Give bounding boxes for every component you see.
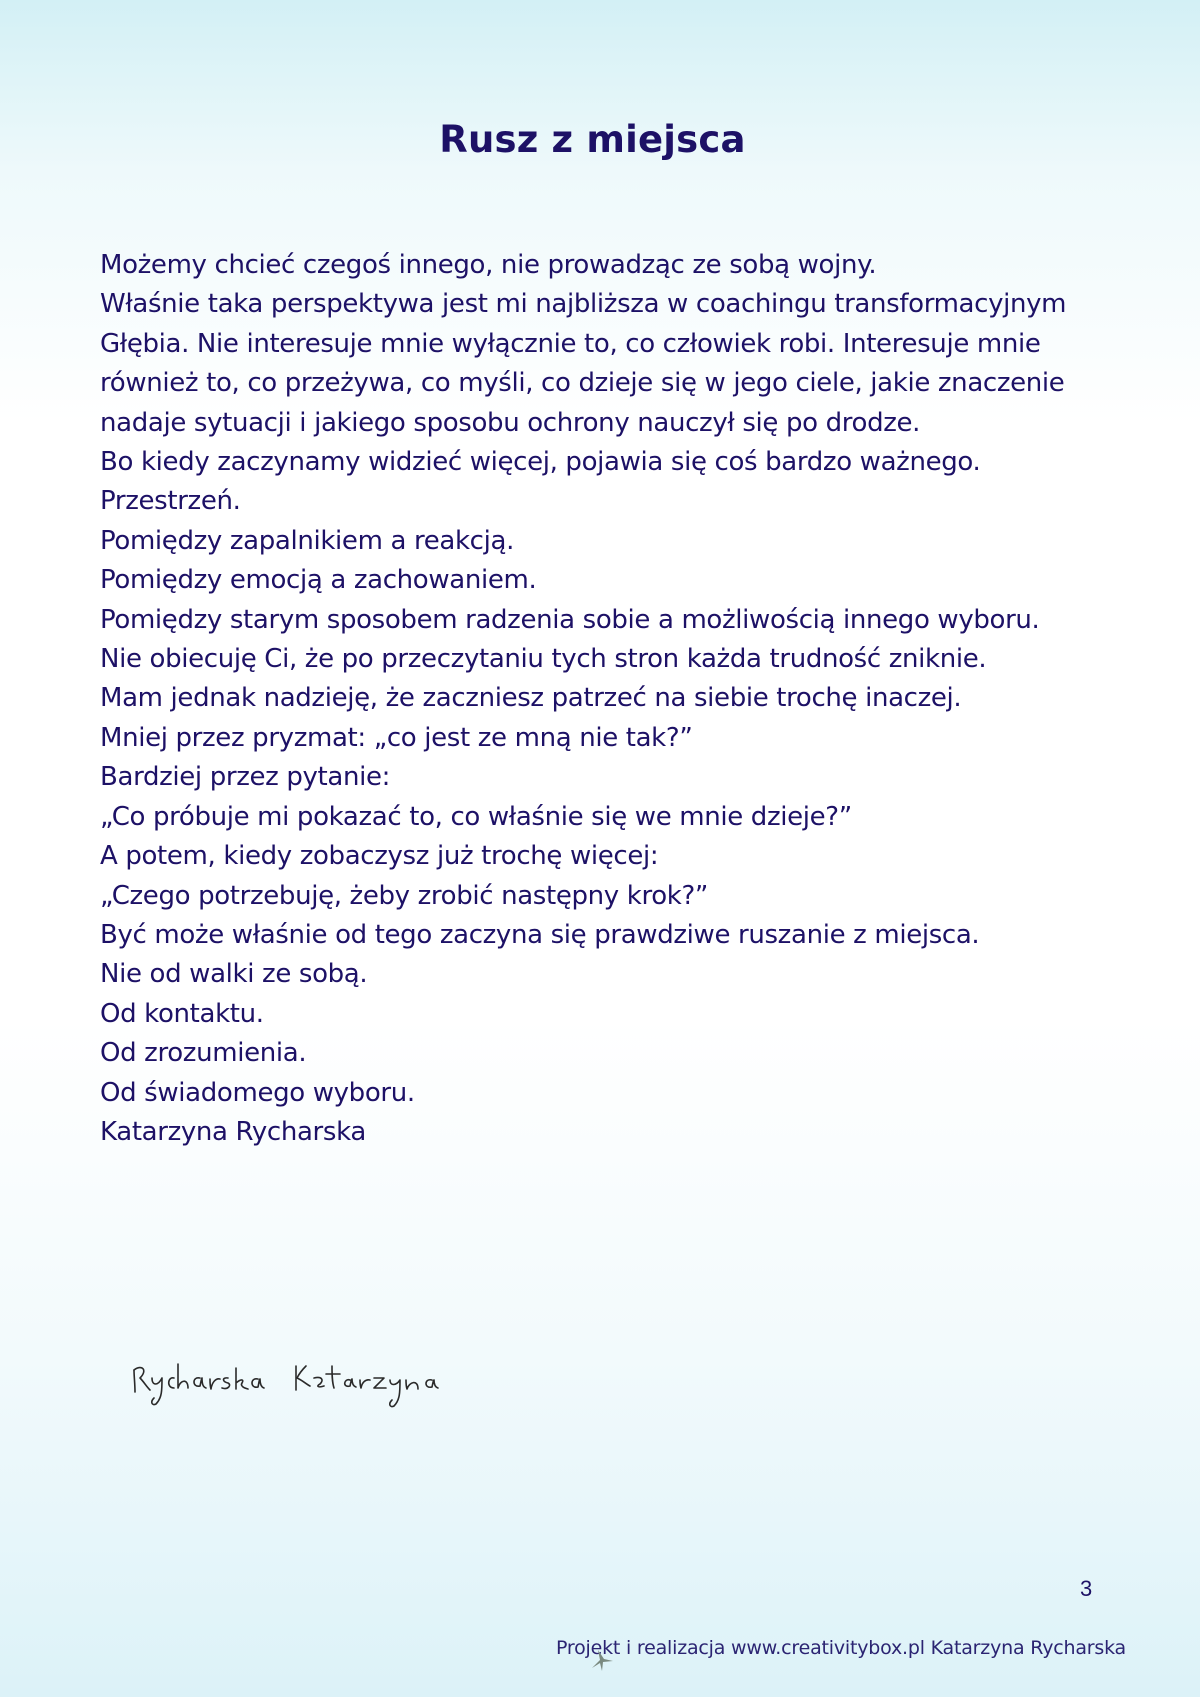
text-line: Pomiędzy zapalnikiem a reakcją. [100,525,514,556]
text-line: Możemy chcieć czegoś innego, nie prowadząc ze sobą wojny. [100,250,877,280]
text-line: Nie od walki ze sobą. [100,959,368,990]
footer-credit: Projekt i realizacja www.creativitybox.pl Katarzyna Rycharska [556,1637,1126,1659]
text-line: Być może właśnie od tego zaczyna się prawdziwe ruszanie z miejsca. [100,919,980,950]
text-line: Pomiędzy starym sposobem radzenia sobie a możliwością innego wyboru. [100,604,1040,635]
text-line: A potem, kiedy zobaczysz już trochę więcej: [100,841,659,872]
text-line: Od kontaktu. [100,998,264,1029]
text-line: Właśnie taka perspektywa jest mi najbliższa w coachingu transformacyjnym [100,289,1067,320]
page-number: 3 [1080,1576,1093,1601]
page-title: Rusz z miejsca [439,118,746,161]
text-line: Nie obiecuję Ci, że po przeczytaniu tych stron każda trudność zniknie. [100,644,987,675]
text-line: Pomiędzy emocją a zachowaniem. [100,565,537,596]
text-line: Od świadomego wyboru. [100,1077,415,1108]
body-text [100,246,1110,1152]
author-name: Katarzyna Rycharska [100,1116,366,1147]
text-line: nadaje sytuacji i jakiego sposobu ochrony nauczył się po drodze. [100,407,921,438]
text-line: „Czego potrzebuję, żeby zrobić następny krok?” [100,880,709,911]
text-line: Głębia. Nie interesuje mnie wyłącznie to, co człowiek robi. Interesuje mnie [100,328,1041,359]
text-line: Bardziej przez pytanie: [100,762,391,793]
text-line: Od zrozumienia. [100,1038,307,1069]
text-line: „Co próbuje mi pokazać to, co właśnie się we mnie dzieje?” [100,801,852,832]
text-line: Przestrzeń. [100,486,241,517]
handwritten-signature [128,1352,458,1412]
text-line: Mam jednak nadzieję, że zaczniesz patrzeć na siebie trochę inaczej. [100,683,962,714]
text-line: Mniej przez pryzmat: „co jest ze mną nie tak?” [100,722,693,753]
star-logo-icon [590,1648,614,1672]
text-line: również to, co przeżywa, co myśli, co dzieje się w jego ciele, jakie znaczenie [100,368,1065,399]
text-line: Bo kiedy zaczynamy widzieć więcej, pojawia się coś bardzo ważnego. [100,447,981,478]
